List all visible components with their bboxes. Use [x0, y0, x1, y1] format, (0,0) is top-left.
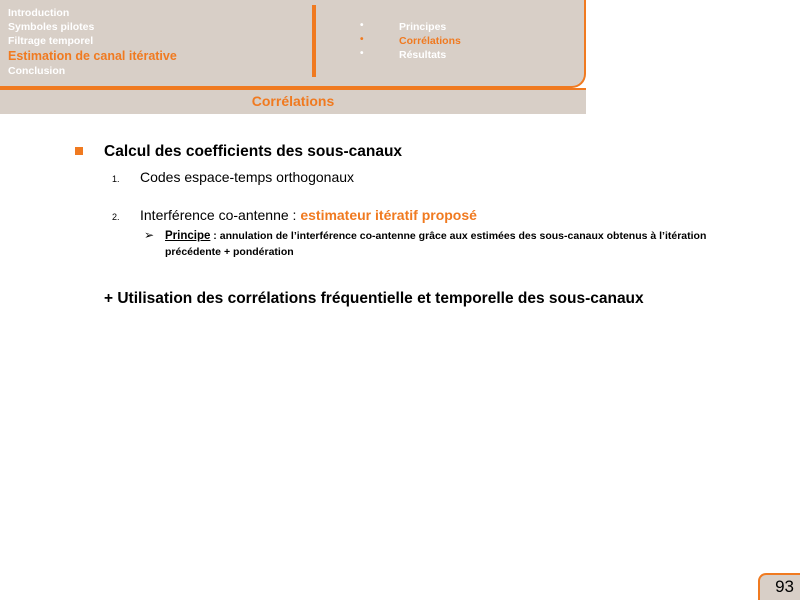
subsection-label: Principes — [399, 21, 447, 33]
bullet-icon: • — [360, 48, 364, 59]
subsection-label: Résultats — [399, 49, 447, 61]
principle-label: Principe — [165, 230, 211, 242]
principle-colon: : — [210, 230, 220, 242]
principle-note — [165, 228, 765, 260]
subsection-label: Corrélations — [399, 35, 461, 47]
bullet-icon: • — [360, 20, 364, 31]
nav-section-filtrage-temporel[interactable]: Filtrage temporel — [8, 35, 94, 47]
page-number: 93 — [775, 577, 794, 596]
nav-section-estimation-iterative[interactable]: Estimation de canal itérative — [8, 49, 177, 63]
nav-divider — [312, 5, 316, 77]
main-heading: Calcul des coefficients des sous-canaux — [104, 143, 403, 160]
list-item-text: Interférence co-antenne : — [140, 207, 301, 223]
footer-statement: + Utilisation des corrélations fréquentielle et temporelle des sous-canaux — [104, 290, 644, 307]
nav-section-conclusion[interactable]: Conclusion — [8, 65, 66, 77]
nav-section-introduction[interactable]: Introduction — [8, 7, 70, 19]
header-separator — [0, 88, 586, 90]
list-item: Codes espace-temps orthogonaux — [140, 169, 355, 185]
arrow-bullet-icon: ➢ — [144, 228, 155, 242]
section-title: Corrélations — [251, 93, 335, 109]
bullet-icon: • — [360, 34, 364, 45]
section-nav — [8, 6, 177, 78]
page-number-box — [758, 573, 800, 600]
item-number: 2. — [112, 212, 120, 222]
square-bullet-icon — [75, 147, 83, 155]
list-item-accent: estimateur itératif proposé — [300, 207, 477, 223]
list-item — [140, 207, 477, 223]
item-number: 1. — [112, 174, 120, 184]
header-nav-panel — [0, 0, 586, 88]
principle-text: annulation de l’interférence co-antenne grâce aux estimées des sous-canaux obtenus à l’itération précédente + pondération — [165, 230, 707, 258]
nav-section-symboles-pilotes[interactable]: Symboles pilotes — [8, 21, 95, 33]
